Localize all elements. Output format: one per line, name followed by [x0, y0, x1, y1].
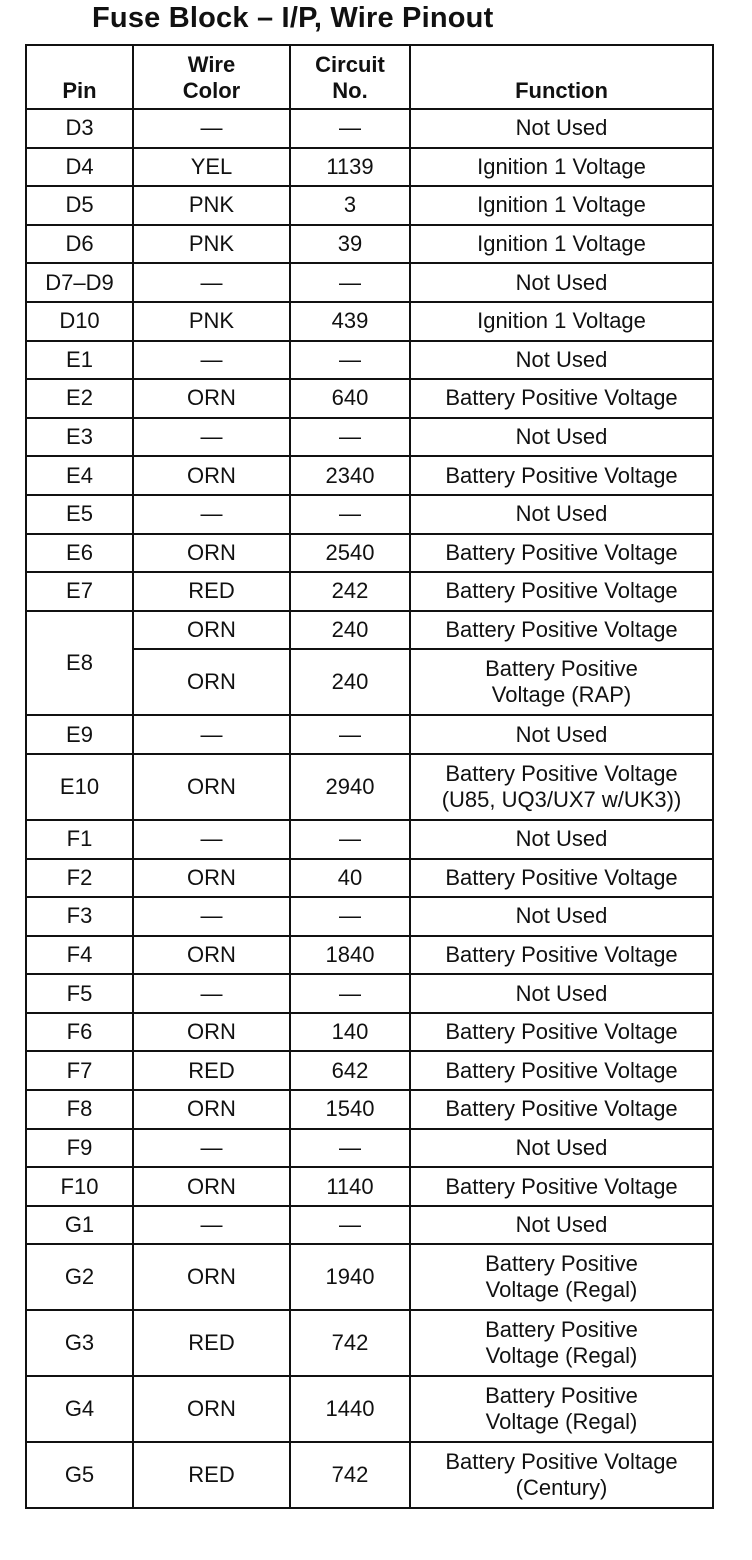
cell-circuit: 40: [290, 859, 410, 898]
cell-function: [410, 820, 713, 859]
cell-function: [410, 936, 713, 975]
cell-wire-color: —: [133, 341, 290, 380]
cell-function-line: Not Used: [515, 1134, 608, 1160]
cell-wire-color: ORN: [133, 379, 290, 418]
cell-circuit: 2940: [290, 754, 410, 820]
pinout-table: [25, 44, 714, 1509]
cell-pin: E7: [26, 572, 133, 611]
table-row: [26, 974, 713, 1013]
cell-function-line: Not Used: [515, 721, 608, 747]
cell-circuit: —: [290, 715, 410, 754]
cell-function: [410, 225, 713, 264]
table-row: [26, 1051, 713, 1090]
cell-function-line: Not Used: [515, 980, 608, 1006]
cell-circuit: 3: [290, 186, 410, 225]
table-row: [26, 418, 713, 457]
cell-circuit: —: [290, 418, 410, 457]
cell-pin: D3: [26, 109, 133, 148]
cell-pin: F6: [26, 1013, 133, 1052]
cell-function-line: Ignition 1 Voltage: [477, 153, 646, 179]
table-row: [26, 148, 713, 187]
cell-function: [410, 1244, 713, 1310]
cell-pin: E6: [26, 534, 133, 573]
cell-function: [410, 1442, 713, 1508]
cell-function-line: Ignition 1 Voltage: [477, 231, 646, 257]
cell-function: [410, 263, 713, 302]
cell-function: [410, 1051, 713, 1090]
cell-function-line: Not Used: [515, 115, 608, 141]
cell-wire-color: ORN: [133, 1244, 290, 1310]
header-function-label: Function: [515, 78, 608, 103]
table-row: [26, 897, 713, 936]
cell-pin: D7–D9: [26, 263, 133, 302]
cell-wire-color: ORN: [133, 754, 290, 820]
cell-function-line: Voltage (RAP): [491, 682, 632, 708]
table-row: [26, 820, 713, 859]
cell-wire-color: —: [133, 820, 290, 859]
header-pin: [26, 45, 133, 109]
header-circuit-line2: No.: [332, 78, 368, 103]
cell-function-line: Battery Positive Voltage: [445, 1449, 678, 1475]
table-row: [26, 715, 713, 754]
header-row: [26, 45, 713, 109]
header-function: [410, 45, 713, 109]
cell-circuit: —: [290, 820, 410, 859]
cell-wire-color: RED: [133, 572, 290, 611]
cell-circuit: 242: [290, 572, 410, 611]
table-row: [26, 1013, 713, 1052]
cell-pin: D4: [26, 148, 133, 187]
table-row: [26, 611, 713, 650]
cell-function-line: Battery Positive Voltage: [445, 1173, 678, 1199]
cell-function: [410, 754, 713, 820]
cell-function: [410, 418, 713, 457]
cell-wire-color: —: [133, 418, 290, 457]
cell-pin: E1: [26, 341, 133, 380]
cell-function: [410, 1013, 713, 1052]
cell-pin: F9: [26, 1129, 133, 1168]
cell-pin: E10: [26, 754, 133, 820]
cell-function-line: Ignition 1 Voltage: [477, 192, 646, 218]
table-row: [26, 225, 713, 264]
cell-pin: F2: [26, 859, 133, 898]
cell-function-line: Battery Positive Voltage: [445, 864, 678, 890]
cell-wire-color: —: [133, 109, 290, 148]
cell-function: [410, 186, 713, 225]
cell-wire-color: RED: [133, 1051, 290, 1090]
cell-wire-color: —: [133, 1129, 290, 1168]
table-row: [26, 1310, 713, 1376]
cell-function-line: Battery Positive: [485, 1251, 638, 1277]
cell-circuit: 240: [290, 649, 410, 715]
cell-function-line: Battery Positive Voltage: [445, 1057, 678, 1083]
cell-function: [410, 897, 713, 936]
cell-circuit: 1139: [290, 148, 410, 187]
cell-circuit: 1540: [290, 1090, 410, 1129]
table-row: [26, 302, 713, 341]
cell-function-line: Not Used: [515, 903, 608, 929]
cell-function-line: Not Used: [515, 269, 608, 295]
cell-function-line: Battery Positive Voltage: [445, 462, 678, 488]
table-row: [26, 936, 713, 975]
pinout-body: [26, 109, 713, 1508]
cell-function: [410, 859, 713, 898]
cell-function: [410, 611, 713, 650]
cell-function-line: Battery Positive Voltage: [445, 578, 678, 604]
cell-wire-color: ORN: [133, 936, 290, 975]
cell-circuit: —: [290, 897, 410, 936]
cell-function-line: Battery Positive Voltage: [445, 1019, 678, 1045]
cell-wire-color: ORN: [133, 1090, 290, 1129]
table-row: [26, 495, 713, 534]
header-wire-color: [133, 45, 290, 109]
cell-function: [410, 1129, 713, 1168]
cell-function: [410, 456, 713, 495]
table-row: [26, 263, 713, 302]
cell-pin: G4: [26, 1376, 133, 1442]
cell-function-line: Voltage (Regal): [485, 1409, 638, 1435]
header-pin-label: Pin: [62, 78, 97, 103]
cell-function-line: Battery Positive Voltage: [445, 617, 678, 643]
cell-circuit: —: [290, 495, 410, 534]
cell-wire-color: ORN: [133, 1376, 290, 1442]
cell-function-line: Battery Positive Voltage: [445, 760, 678, 786]
cell-circuit: —: [290, 263, 410, 302]
header-circuit: [290, 45, 410, 109]
cell-circuit: 39: [290, 225, 410, 264]
cell-pin: D6: [26, 225, 133, 264]
header-circuit-line1: Circuit: [315, 52, 385, 77]
cell-wire-color: ORN: [133, 649, 290, 715]
cell-pin: E4: [26, 456, 133, 495]
cell-function-line: Voltage (Regal): [485, 1343, 638, 1369]
cell-function: [410, 495, 713, 534]
cell-wire-color: YEL: [133, 148, 290, 187]
cell-function-line: Battery Positive: [485, 1383, 638, 1409]
cell-wire-color: ORN: [133, 859, 290, 898]
cell-function: [410, 148, 713, 187]
table-row: [26, 1129, 713, 1168]
cell-pin: F5: [26, 974, 133, 1013]
cell-pin: E2: [26, 379, 133, 418]
cell-function-line: Not Used: [515, 424, 608, 450]
cell-circuit: 640: [290, 379, 410, 418]
cell-function: [410, 1090, 713, 1129]
cell-circuit: —: [290, 341, 410, 380]
cell-circuit: 642: [290, 1051, 410, 1090]
cell-function-line: Battery Positive Voltage: [445, 941, 678, 967]
cell-pin: G1: [26, 1206, 133, 1245]
cell-wire-color: RED: [133, 1310, 290, 1376]
table-row: [26, 1167, 713, 1206]
cell-pin: G2: [26, 1244, 133, 1310]
cell-circuit: 742: [290, 1310, 410, 1376]
cell-pin: E9: [26, 715, 133, 754]
cell-function-line: Ignition 1 Voltage: [477, 308, 646, 334]
cell-wire-color: ORN: [133, 534, 290, 573]
cell-function: [410, 1310, 713, 1376]
cell-function: [410, 341, 713, 380]
header-wire-color-line1: Wire: [187, 52, 236, 77]
table-row: [26, 186, 713, 225]
cell-circuit: 240: [290, 611, 410, 650]
cell-function-line: Battery Positive Voltage: [445, 385, 678, 411]
cell-function: [410, 379, 713, 418]
table-row: [26, 1090, 713, 1129]
cell-function: [410, 1167, 713, 1206]
table-row: [26, 379, 713, 418]
cell-pin: F4: [26, 936, 133, 975]
table-row: [26, 1206, 713, 1245]
cell-function: [410, 1376, 713, 1442]
cell-circuit: —: [290, 974, 410, 1013]
cell-circuit: —: [290, 1206, 410, 1245]
cell-pin: F10: [26, 1167, 133, 1206]
cell-wire-color: —: [133, 495, 290, 534]
cell-circuit: 1940: [290, 1244, 410, 1310]
cell-wire-color: —: [133, 263, 290, 302]
cell-circuit: 2340: [290, 456, 410, 495]
cell-function-line: Not Used: [515, 346, 608, 372]
cell-circuit: 439: [290, 302, 410, 341]
table-row: [26, 534, 713, 573]
page-title: Fuse Block – I/P, Wire Pinout: [92, 2, 494, 34]
cell-circuit: —: [290, 109, 410, 148]
table-row: [26, 456, 713, 495]
cell-function: [410, 109, 713, 148]
cell-wire-color: PNK: [133, 302, 290, 341]
cell-pin: E3: [26, 418, 133, 457]
table-row: [26, 1376, 713, 1442]
table-row: [26, 1244, 713, 1310]
cell-circuit: 1440: [290, 1376, 410, 1442]
cell-function: [410, 302, 713, 341]
cell-wire-color: ORN: [133, 456, 290, 495]
table-row: [26, 572, 713, 611]
cell-function-line: Voltage (Regal): [485, 1277, 638, 1303]
cell-function: [410, 649, 713, 715]
table-row: [26, 341, 713, 380]
cell-pin: D10: [26, 302, 133, 341]
cell-pin: F1: [26, 820, 133, 859]
cell-function-line: Not Used: [515, 826, 608, 852]
table-row: [26, 109, 713, 148]
cell-function-line: Battery Positive Voltage: [445, 539, 678, 565]
cell-wire-color: ORN: [133, 611, 290, 650]
cell-pin: G5: [26, 1442, 133, 1508]
cell-function: [410, 534, 713, 573]
cell-circuit: —: [290, 1129, 410, 1168]
cell-wire-color: —: [133, 974, 290, 1013]
cell-function: [410, 974, 713, 1013]
table-row: [26, 859, 713, 898]
cell-wire-color: PNK: [133, 186, 290, 225]
cell-circuit: 1140: [290, 1167, 410, 1206]
cell-pin: F7: [26, 1051, 133, 1090]
cell-wire-color: ORN: [133, 1013, 290, 1052]
cell-function-line: Battery Positive: [485, 1317, 638, 1343]
cell-wire-color: —: [133, 897, 290, 936]
cell-circuit: 2540: [290, 534, 410, 573]
cell-circuit: 140: [290, 1013, 410, 1052]
header-wire-color-line2: Color: [182, 78, 241, 103]
cell-function: [410, 715, 713, 754]
cell-function-line: (U85, UQ3/UX7 w/UK3)): [441, 786, 682, 812]
cell-pin: E5: [26, 495, 133, 534]
cell-pin: E8: [26, 611, 133, 716]
cell-function-line: Not Used: [515, 1212, 608, 1238]
cell-function-line: Battery Positive: [485, 656, 638, 682]
cell-wire-color: RED: [133, 1442, 290, 1508]
cell-function-line: (Century): [515, 1475, 608, 1501]
cell-wire-color: PNK: [133, 225, 290, 264]
cell-pin: D5: [26, 186, 133, 225]
table-row: [26, 754, 713, 820]
cell-wire-color: —: [133, 715, 290, 754]
cell-pin: F8: [26, 1090, 133, 1129]
cell-circuit: 742: [290, 1442, 410, 1508]
cell-pin: G3: [26, 1310, 133, 1376]
cell-circuit: 1840: [290, 936, 410, 975]
cell-wire-color: ORN: [133, 1167, 290, 1206]
cell-function-line: Battery Positive Voltage: [445, 1096, 678, 1122]
cell-function: [410, 1206, 713, 1245]
cell-function-line: Not Used: [515, 501, 608, 527]
cell-wire-color: —: [133, 1206, 290, 1245]
cell-function: [410, 572, 713, 611]
table-row: [26, 1442, 713, 1508]
cell-pin: F3: [26, 897, 133, 936]
